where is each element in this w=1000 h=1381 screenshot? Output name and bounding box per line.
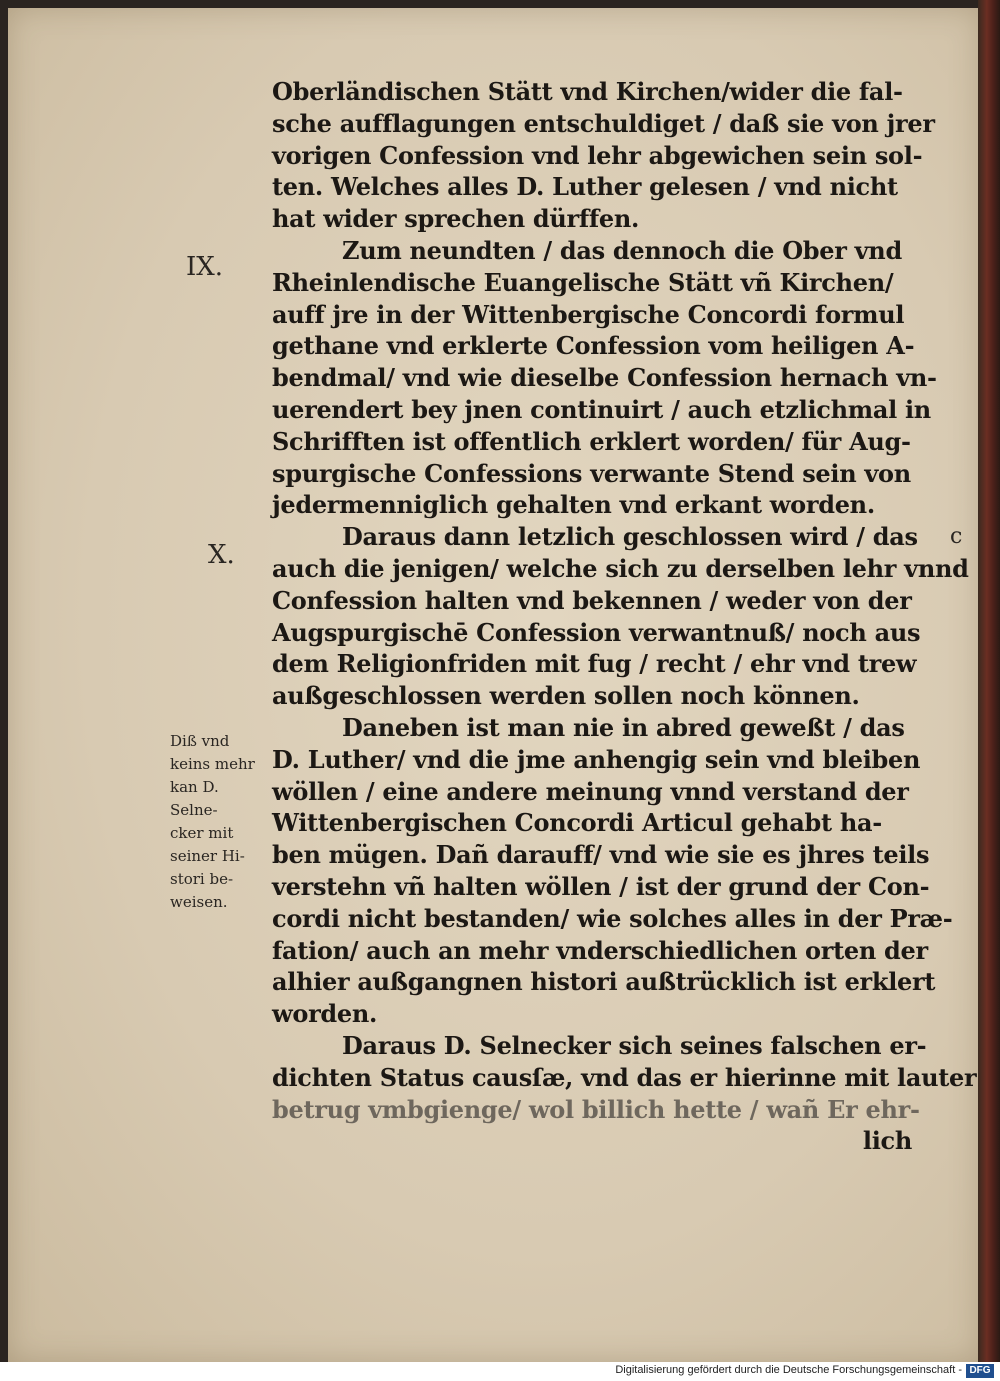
text-line: ben mügen. Dañ darauff/ vnd wie sie es jhres teils (272, 840, 930, 870)
section-numeral-ix: IX. (186, 252, 224, 282)
text-line: ten. Welches alles D. Luther gelesen / vnd nicht (272, 172, 898, 202)
body-text (272, 76, 977, 1157)
text-line: cordi nicht bestanden/ wie solches alles in der Præ- (272, 903, 953, 933)
margin-note-line: kan D. (170, 778, 219, 796)
text-line: Schrifften ist offentlich erklert worden/ für Aug- (272, 426, 911, 456)
text-line: bendmal/ vnd wie dieselbe Confession hernach vn- (272, 363, 937, 393)
text-line: vorigen Confession vnd lehr abgewichen sein sol- (272, 140, 923, 170)
margin-note-line: stori be- (170, 870, 234, 888)
text-line: Daneben ist man nie in abred geweßt / das (342, 712, 905, 742)
text-line: Daraus dann letzlich geschlossen wird / das (342, 522, 918, 552)
margin-note-line: cker mit (170, 824, 234, 842)
text-line: worden. (272, 999, 378, 1029)
text-line: Zum neundten / das dennoch die Ober vnd (342, 235, 902, 265)
dfg-logo: DFG (966, 1364, 994, 1378)
text-line: Rheinlendische Euangelische Stätt vñ Kirchen/ (272, 267, 894, 297)
text-line: D. Luther/ vnd die jme anhengig sein vnd bleiben (272, 744, 921, 774)
text-line: sche aufflagungen entschuldiget / daß sie von jrer (272, 108, 935, 138)
margin-note-line: keins mehr (170, 755, 255, 773)
section-numeral-x: X. (208, 540, 235, 570)
book-edge (978, 0, 1000, 1362)
text-line: fation/ auch an mehr vnderschiedlichen orten der (272, 935, 928, 965)
catchword: lich (862, 1126, 912, 1156)
margin-note (170, 730, 270, 914)
text-line: spurgische Confessions verwante Stend sein von (272, 458, 911, 488)
text-line: dichten Status causſæ, vnd das er hierinne mit lauter (272, 1062, 977, 1092)
text-line: wöllen / eine andere meinung vnnd verstand der (272, 776, 909, 806)
text-line: jedermenniglich gehalten vnd erkant worden. (272, 490, 875, 520)
margin-note-line: weisen. (170, 893, 228, 911)
text-line: uerendert bey jnen continuirt / auch etzlichmal in (272, 394, 931, 424)
text-line: gethane vnd erklerte Confession vom heiligen A- (272, 331, 915, 361)
text-line: verstehn vñ halten wöllen / ist der grund der Con- (272, 871, 930, 901)
text-line: Confession halten vnd bekennen / weder von der (272, 585, 912, 615)
text-line: dem Religionfriden mit fug / recht / ehr vnd trew (272, 649, 917, 679)
footer-credit: Digitalisierung gefördert durch die Deutsche Forschungsgemeinschaft - (615, 1364, 962, 1376)
text-line: außgeschlossen werden sollen noch können. (272, 681, 860, 711)
text-line: Oberländischen Stätt vnd Kirchen/wider die fal- (272, 77, 903, 106)
text-line: alhier außgangnen histori außtrücklich ist erklert (272, 967, 936, 997)
footer-bar (0, 1362, 1000, 1381)
text-line: auff jre in der Wittenbergische Concordi formul (272, 299, 905, 329)
text-line: Daraus D. Selnecker sich seines falschen er- (342, 1030, 927, 1060)
text-line: Wittenbergischen Concordi Articul gehabt ha- (272, 808, 882, 838)
text-line: betrug vmbgienge/ wol billich hette / wañ Er ehr- (272, 1094, 920, 1124)
text-line: Augspurgischē Confession verwantnuß/ noch aus (272, 617, 921, 647)
margin-note-line: Diß vnd (170, 732, 230, 750)
page-ornament: c (950, 524, 963, 549)
margin-note-line: seiner Hi- (170, 847, 245, 865)
text-line: auch die jenigen/ welche sich zu derselben lehr vnnd (272, 553, 969, 583)
margin-note-line: Selne- (170, 801, 218, 819)
text-line: hat wider sprechen dürffen. (272, 204, 640, 234)
